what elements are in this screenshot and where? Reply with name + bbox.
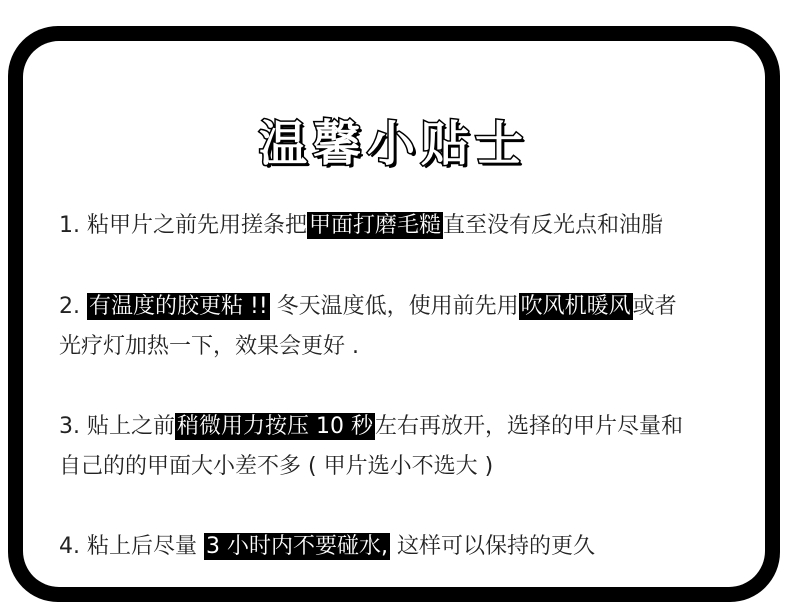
tip-item-1 (59, 206, 745, 246)
tip-item-3 (59, 407, 745, 487)
tip-item-4 (59, 527, 745, 567)
tip-number: 2. (59, 294, 80, 319)
tip-text: 冬天温度低，使用前先用 (276, 294, 519, 319)
tip-text: 直至没有反光点和油脂 (443, 213, 664, 238)
tip-text: 或者 (632, 294, 677, 319)
tip-highlight: 甲面打磨毛糙 (309, 213, 442, 238)
tip-text: 粘甲片之前先用搓条把 (87, 213, 308, 238)
tip-text: 左右再放开，选择的甲片尽量和 (375, 414, 684, 439)
tip-item-2 (59, 287, 745, 367)
tip-highlight: 吹风机暖风 (520, 294, 631, 319)
tips-card (23, 41, 765, 587)
tip-number: 3. (59, 414, 80, 439)
tip-text: 这样可以保持的更久 (397, 534, 596, 559)
tip-highlight: 有温度的胶更粘 !! (89, 294, 268, 319)
tip-text: 贴上之前 (87, 414, 176, 439)
tip-text: 粘上后尽量 (87, 534, 198, 559)
page-title: 温馨小贴士 (258, 116, 529, 172)
tip-highlight: 稍微用力按压 10 秒 (177, 414, 373, 439)
tip-number: 1. (59, 213, 80, 238)
tip-number: 4. (59, 534, 80, 559)
tip-highlight: 3 小时内不要碰水, (206, 534, 388, 559)
tip-text: 自己的的甲面大小差不多 ( 甲片选小不选大 ) (59, 454, 494, 479)
card-frame (8, 26, 780, 602)
tip-text: 光疗灯加热一下，效果会更好 . (59, 334, 359, 359)
